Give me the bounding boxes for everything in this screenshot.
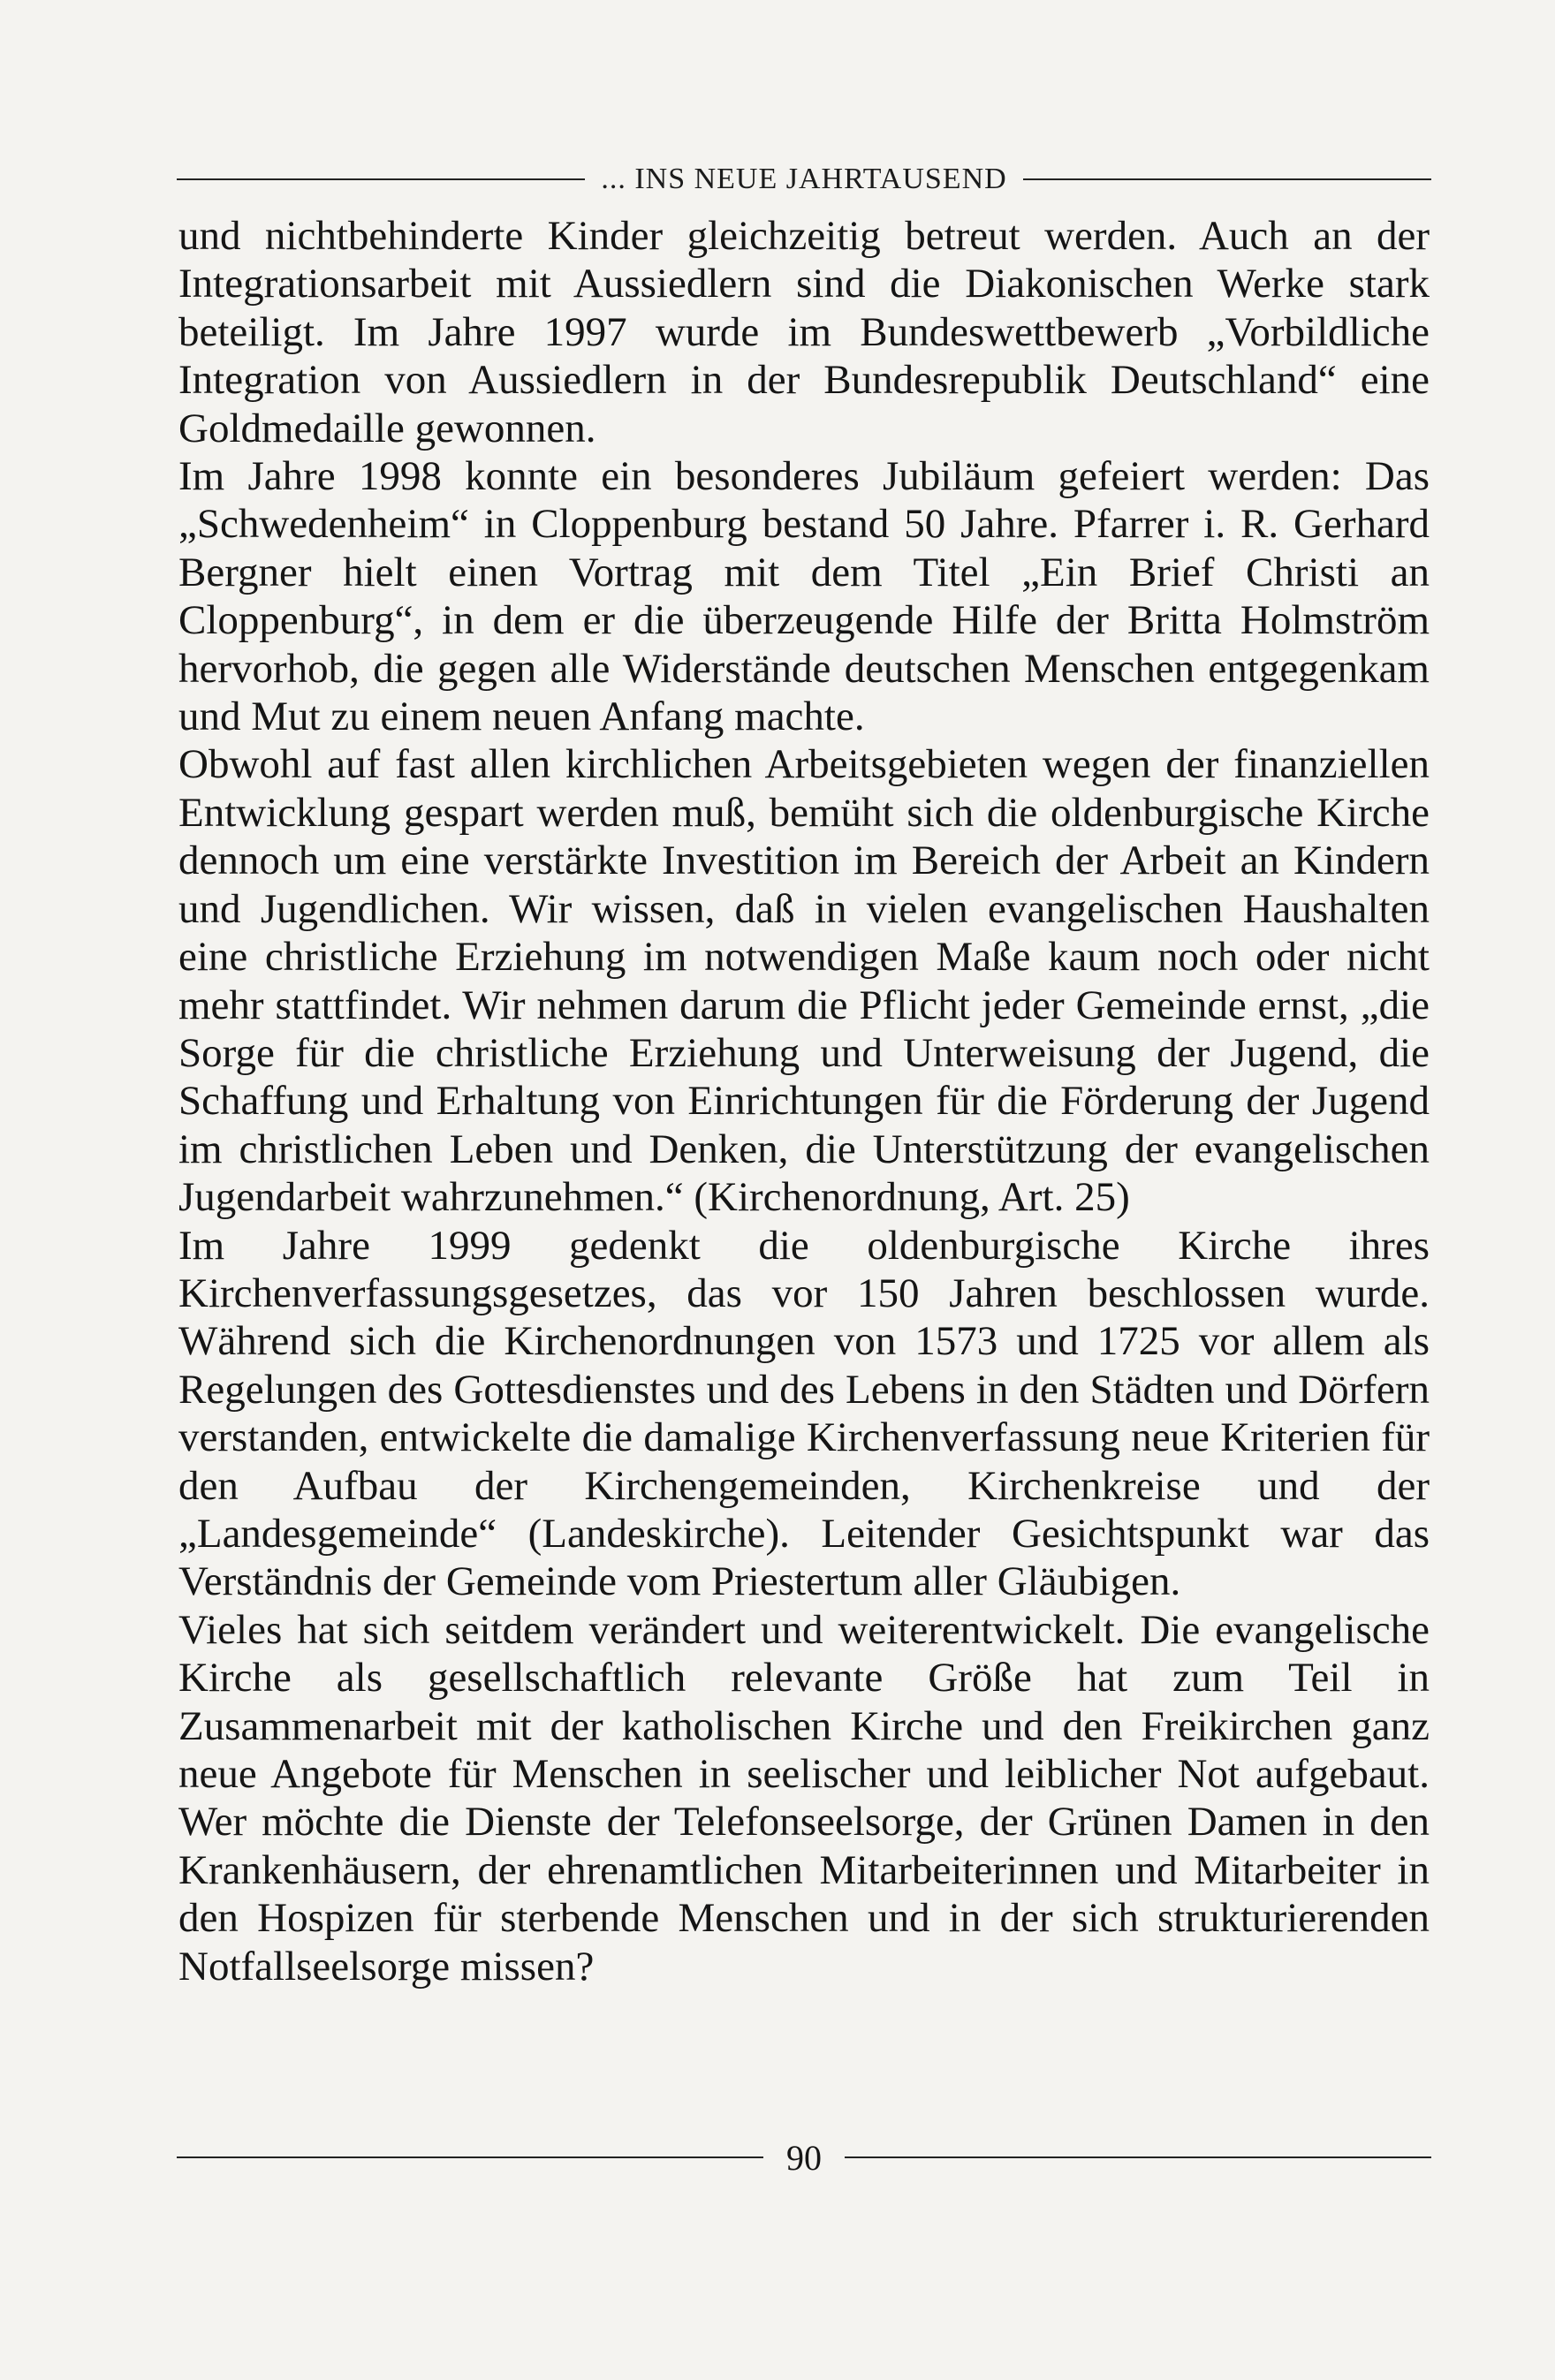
paragraph: und nichtbehinderte Kinder gleichzeitig betreut werden. Auch an der Integrationsarbeit mit Aussiedlern sind die Diakonischen Werke stark beteiligt. Im Jahre 1997 wurde im Bundeswettbewerb „Vorbildliche Integration von Aussiedlern in der Bundesrepublik Deutschland“ eine Goldmedaille gewonnen. — [178, 213, 1430, 451]
running-header — [177, 157, 1431, 201]
footer-rule-left — [177, 2156, 763, 2158]
paragraph: Obwohl auf fast allen kirchlichen Arbeitsgebieten wegen der finanziellen Entwicklung gespart werden muß, bemüht sich die oldenburgische Kirche dennoch um eine verstärkte Investition im Bereich der Arbeit an Kindern und Jugendlichen. Wir wissen, daß in vielen evangelischen Haushalten eine christliche Erziehung im notwendigen Maße kaum noch oder nicht mehr stattfindet. Wir nehmen darum die Pflicht jeder Gemeinde ernst, „die Sorge für die christliche Erziehung und Unterweisung der Jugend, die Schaffung und Erhaltung von Einrichtungen für die Förderung der Jugend im christlichen Leben und Denken, die Unterstützung der evangelischen Jugendarbeit wahrzunehmen.“ (Kirchenordnung, Art. 25) — [178, 741, 1430, 1221]
body-text — [178, 212, 1430, 1990]
header-rule-left — [177, 178, 585, 180]
header-rule-right — [1023, 178, 1431, 180]
paragraph: Im Jahre 1999 gedenkt die oldenburgische Kirche ihres Kirchenverfassungsgesetzes, das vor 150 Jahren beschlossen wurde. Während sich die Kirchenordnungen von 1573 und 1725 vor allem als Regelungen des Gottesdienstes und des Lebens in den Städten und Dörfern verstanden, entwickelte die damalige Kirchenverfassung neue Kriterien für den Aufbau der Kirchengemeinden, Kirchenkreise und der „Landesgemeinde“ (Landeskirche). Leitender Gesichtspunkt war das Verständnis der Gemeinde vom Priestertum aller Gläubigen. — [178, 1222, 1430, 1605]
footer-rule-right — [845, 2156, 1431, 2158]
paragraph: Vieles hat sich seitdem verändert und weiterentwickelt. Die evangelische Kirche als gesellschaftlich relevante Größe hat zum Teil in Zusammenarbeit mit der katholischen Kirche und den Freikirchen ganz neue Angebote für Menschen in seelischer und leiblicher Not aufgebaut. Wer möchte die Dienste der Telefonseelsorge, der Grünen Damen in den Krankenhäusern, der ehrenamtlichen Mitarbeiterinnen und Mitarbeiter in den Hospizen für sterbende Menschen und in der sich strukturierenden Notfallseelsorge missen? — [178, 1606, 1430, 1990]
paragraph: Im Jahre 1998 konnte ein besonderes Jubiläum gefeiert werden: Das „Schwedenheim“ in Cloppenburg bestand 50 Jahre. Pfarrer i. R. Gerhard Bergner hielt einen Vortrag mit dem Titel „Ein Brief Christi an Cloppenburg“, in dem er die überzeugende Hilfe der Britta Holmström hervorhob, die gegen alle Widerstände deutschen Menschen entgegenkam und Mut zu einem neuen Anfang machte. — [178, 453, 1430, 740]
page-footer — [177, 2131, 1431, 2184]
page-number: 90 — [786, 2137, 822, 2178]
running-title: ... INS NEUE JAHRTAUSEND — [601, 163, 1007, 195]
